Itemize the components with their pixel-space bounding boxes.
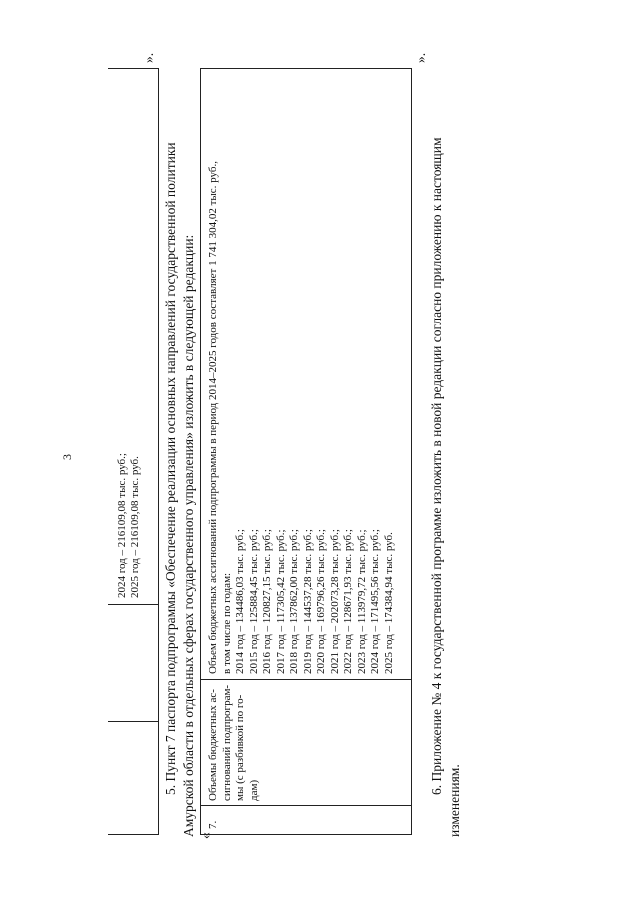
- top-table-col-1: [108, 721, 158, 834]
- content-line: Объем бюджетных ассигнований подпрограммы в период 2014–2025 годов составляет 1 741 304,02 тыс. руб.,: [207, 161, 219, 674]
- para5-line1: 5. Пункт 7 паспорта подпрограммы «Обеспечение реализации основных направлений государственной политики: [163, 142, 178, 795]
- para6-line2: изменениям.: [447, 764, 462, 837]
- page-number: 3: [60, 454, 74, 460]
- para6-line1: 6. Приложение № 4 к государственной программе изложить в новой редакции согласно приложению к настоящим: [429, 137, 444, 795]
- para5-open-quote: «: [198, 832, 213, 839]
- content-line: 2019 год – 144537,28 тыс. руб.;: [301, 529, 314, 674]
- label-line: мы (с разбивкой по го-: [234, 694, 246, 801]
- content-line: 2020 год – 169796,26 тыс. руб.;: [315, 529, 327, 674]
- content-line: 2023 год – 113979,72 тыс. руб.;: [355, 529, 368, 674]
- top-table-col-2: [108, 604, 158, 722]
- para5-line2: Амурской области в отдельных сферах государственного управления» изложить в следующей редакции:: [181, 234, 196, 837]
- row-label: [207, 685, 261, 801]
- row-content: [207, 161, 396, 674]
- table-close-quote: ».: [413, 52, 428, 63]
- top-table-line: 2024 год – 216109,08 тыс. руб.;: [116, 453, 128, 598]
- content-line: в том числе по годам:: [220, 572, 233, 674]
- content-line: 2025 год – 174384,94 тыс. руб.: [382, 532, 395, 674]
- content-line: 2017 год – 117305,42 тыс. руб.;: [274, 529, 287, 674]
- row-number: 7.: [207, 820, 219, 829]
- top-close-quote: ».: [141, 52, 156, 63]
- content-line: 2018 год – 137862,00 тыс. руб.;: [288, 529, 300, 674]
- content-line: 2014 год – 134486,03 тыс. руб.;: [234, 529, 246, 674]
- top-table-fragment: [108, 68, 159, 835]
- content-line: 2021 год – 202073,28 тыс. руб.;: [328, 529, 341, 674]
- content-line: 2024 год – 171495,56 тыс. руб.;: [369, 529, 381, 674]
- label-line: сигнований подпрограм-: [220, 684, 233, 801]
- label-line: Объемы бюджетных ас-: [207, 689, 219, 801]
- top-table-lines: [116, 453, 142, 598]
- content-line: 2015 год – 125884,45 тыс. руб.;: [247, 529, 260, 674]
- top-table-line: 2025 год – 216109,08 тыс. руб.: [129, 456, 141, 598]
- label-line: дам): [247, 779, 260, 801]
- number-col: [201, 805, 411, 834]
- content-line: 2016 год – 120827,15 тыс. руб.;: [261, 529, 273, 674]
- budget-table: [200, 68, 412, 835]
- content-line: 2022 год – 128671,93 тыс. руб.;: [342, 529, 354, 674]
